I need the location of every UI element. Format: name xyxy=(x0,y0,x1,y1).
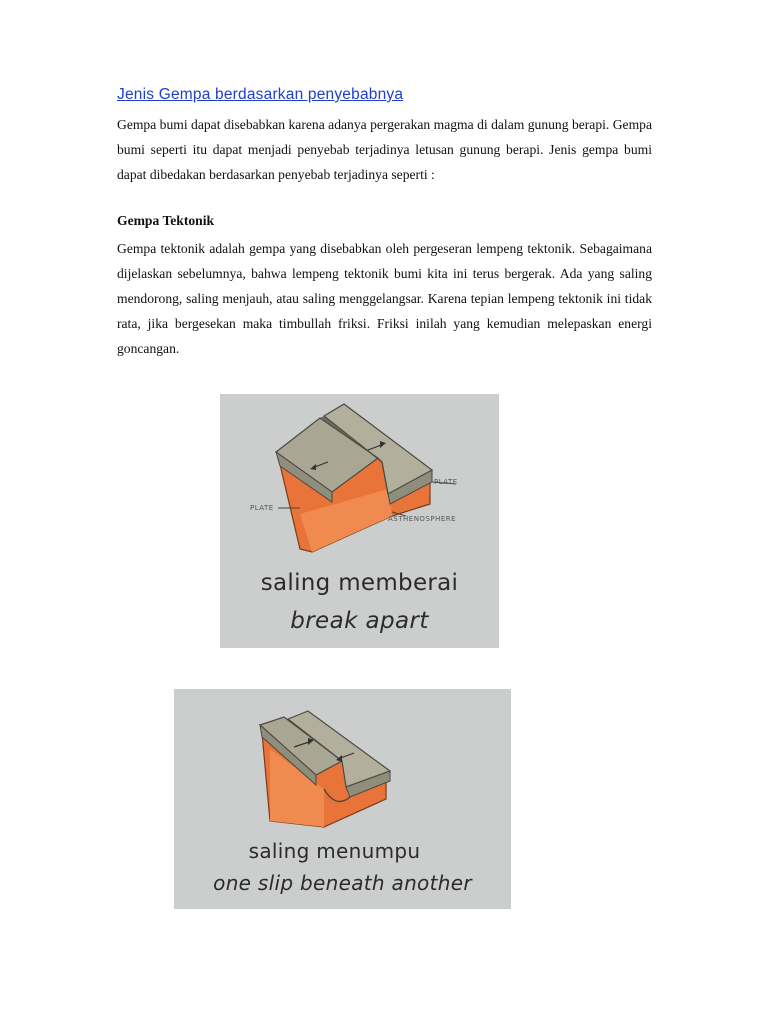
asthenosphere-label: ASTHENOSPHERE xyxy=(388,515,457,523)
tectonic-paragraph: Gempa tektonik adalah gempa yang disebabkan oleh pergeseran lempeng tektonik. Sebagaimana dijelaskan sebelumnya, bahwa lempeng tektonik bumi kita ini terus bergerak. Ada yang saling mendorong, saling menjauh, atau saling menggelangsar. Karena tepian lempeng tektonik ini tidak rata, jika bergesekan maka timbullah friksi. Friksi inilah yang kemudian melepaskan energi goncangan. xyxy=(117,241,652,356)
plate-label-right: PLATE xyxy=(434,478,458,486)
subheading-gempa-tektonik: Gempa Tektonik xyxy=(117,213,215,228)
figure-subduction xyxy=(174,689,511,909)
intro-paragraph: Gempa bumi dapat disebabkan karena adanya pergerakan magma di dalam gunung berapi. Gempa bumi seperti itu dapat menjadi penyebab terjadinya letusan gunung berapi. Jenis gempa bumi dapat dibedakan berdasarkan penyebab terjadinya seperti : xyxy=(117,117,652,182)
plate-label-left: PLATE xyxy=(250,504,274,512)
caption-id: saling memberai xyxy=(260,570,459,596)
caption-en: one slip beneath another xyxy=(213,871,472,895)
caption-id: saling menumpu xyxy=(248,839,421,863)
section-heading-link[interactable]: Jenis Gempa berdasarkan penyebabnya xyxy=(117,86,404,103)
figure-break-apart xyxy=(220,394,499,648)
caption-en: break apart xyxy=(290,608,429,634)
